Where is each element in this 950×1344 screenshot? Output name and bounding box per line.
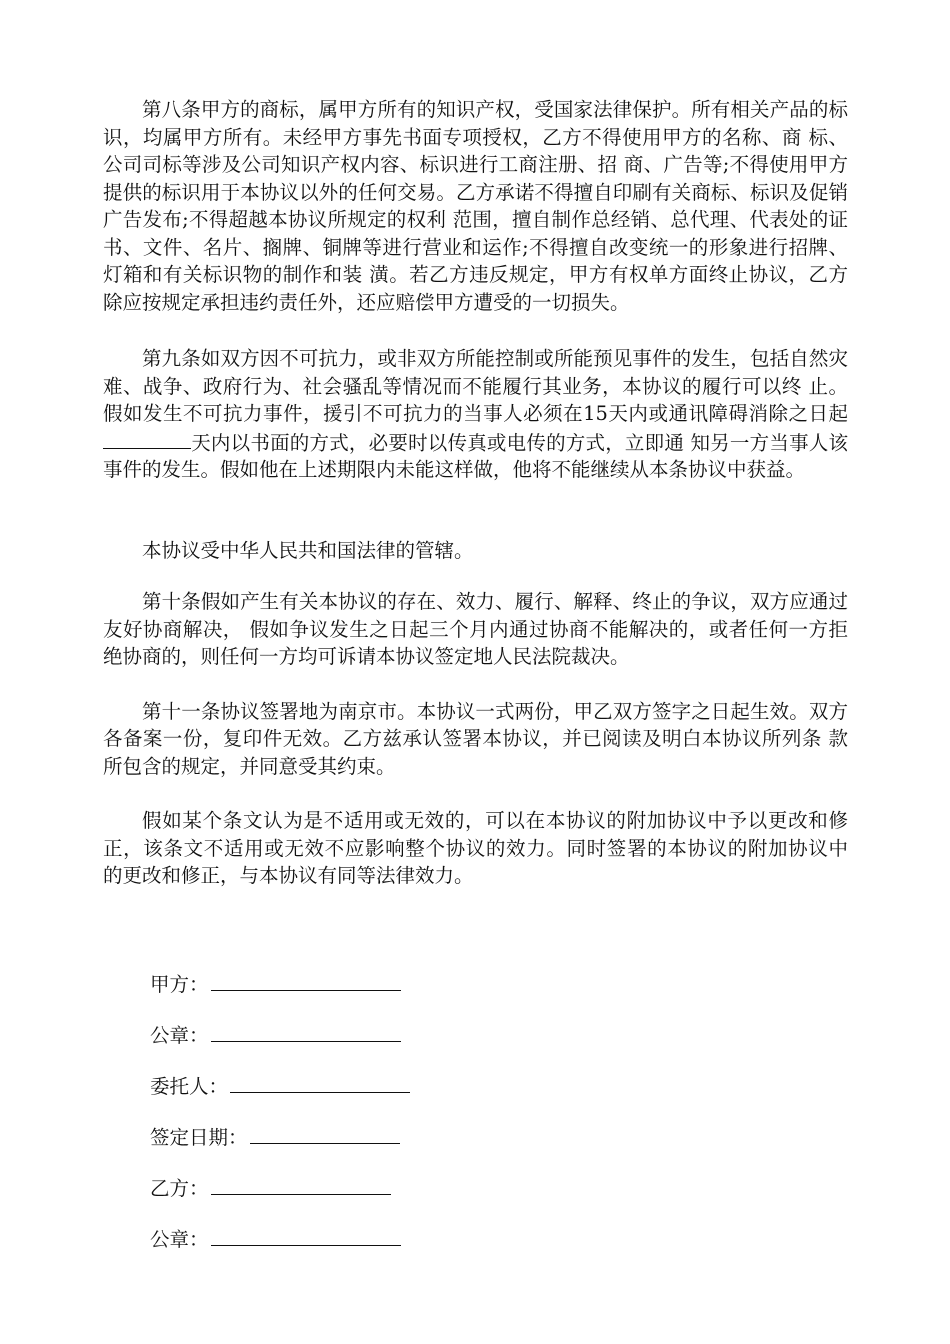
party-a-label: 甲方： (150, 973, 209, 996)
article-9-paragraph (103, 345, 848, 484)
severability-paragraph: 假如某个条文认为是不适用或无效的，可以在本协议的附加协议中予以更改和修正，该条文不适用或无效不应影响整个协议的效力。同时签署的本协议的附加协议中 的更改和修正，与本协议有同等法律效力。 (103, 809, 848, 888)
signature-line-party-b (150, 1174, 650, 1225)
sign-date-label: 签定日期： (150, 1126, 248, 1149)
seal-a-label: 公章： (150, 1024, 209, 1047)
days-blank-line (103, 428, 191, 449)
signature-line-seal-b (150, 1225, 650, 1276)
signature-line-seal-a (150, 1021, 650, 1072)
signature-line-agent (150, 1072, 650, 1123)
seal-b-label: 公章： (150, 1228, 209, 1251)
signature-line-date (150, 1123, 650, 1174)
article-11-paragraph: 第十一条协议签署地为南京市。本协议一式两份，甲乙双方签字之日起生效。双方各备案一份，复印件无效。乙方兹承认签署本协议，并已阅读及明白本协议所列条 款所包含的规定，并同意受其约束。 (103, 699, 848, 778)
governing-law-paragraph: 本协议受中华人民共和国法律的管辖。 (142, 538, 474, 562)
agent-label: 委托人： (150, 1075, 229, 1098)
seal-b-blank (211, 1225, 401, 1246)
contract-body (103, 96, 848, 890)
seal-a-blank (211, 1021, 401, 1042)
article-10-paragraph: 第十条假如产生有关本协议的存在、效力、履行、解释、终止的争议，双方应通过友好协商解决， 假如争议发生之日起三个月内通过协商不能解决的，或者任何一方拒绝协商的，则任何一方均可诉请本协议签定地人民法院裁决。 (103, 590, 848, 669)
article-9-text-after-blank: 天内以书面的方式，必要时以传真或电传的方式，立即通 知另一方当事人该事件的发生。假如他在上述期限内未能这样做，他将不能继续从本条协议中获益。 (103, 430, 848, 482)
signature-line-party-a (150, 970, 650, 1021)
article-9-text-before-blank: 第九条如双方因不可抗力，或非双方所能控制或所能预见事件的发生，包括自然灾难、战争、政府行为、社会骚乱等情况而不能履行其业务，本协议的履行可以终 止。假如发生不可抗力事件，援引不可抗力的当事人必须在15天内或通讯障碍消除之日起 (103, 347, 848, 425)
party-b-blank (211, 1174, 391, 1195)
party-a-blank (211, 970, 401, 991)
sign-date-blank (250, 1123, 400, 1144)
party-b-label: 乙方： (150, 1177, 209, 1200)
agent-blank (230, 1072, 410, 1093)
article-8-paragraph: 第八条甲方的商标，属甲方所有的知识产权，受国家法律保护。所有相关产品的标识，均属甲方所有。未经甲方事先书面专项授权，乙方不得使用甲方的名称、商 标、公司司标等涉及公司知识产权内容、标识进行工商注册、招 商、广告等;不得使用甲方提供的标识用于本协议以外的任何交易。乙方承诺不得擅自印刷有关商标、标识及促销广告发布;不得超越本协议所规定的权利 范围，擅自制作总经销、总代理、代表处的证书、文件、名片、搁牌、铜牌等进行营业和运作;不得擅自改变统一的形象进行招牌、灯箱和有关标识物的制作和装 潢。若乙方违反规定，甲方有权单方面终止协议，乙方除应按规定承担违约责任外，还应赔偿甲方遭受的一切损失。 (103, 98, 848, 314)
signature-block (150, 970, 650, 1276)
